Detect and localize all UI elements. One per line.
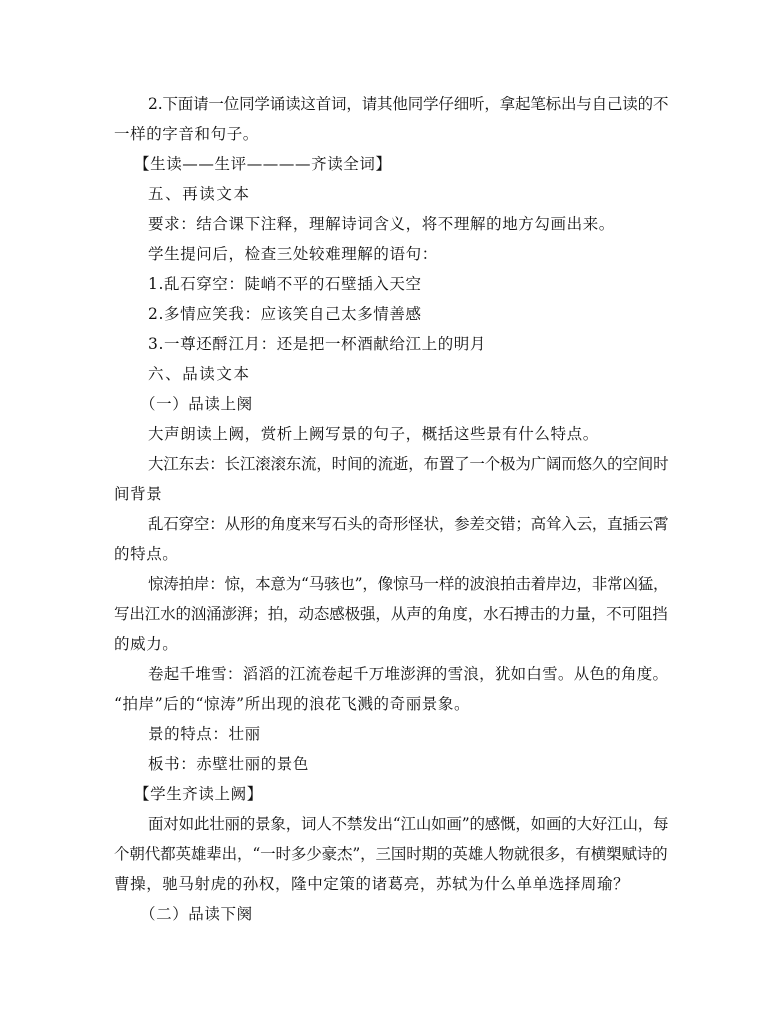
text-line: 板书：赤壁壮丽的景色 (148, 755, 310, 773)
text-line: 2.下面请一位同学诵读这首词，请其他同学仔细听，拿起笔标出与自己读的不 (148, 95, 669, 113)
text-line: 惊涛拍岸：惊，本意为“马骇也”，像惊马一样的波浪拍击着岸边，非常凶猛， (148, 575, 669, 593)
subsection-heading: （二）品读下阕 (140, 905, 253, 923)
text-line: 大江东去：长江滚滚东流，时间的流逝，布置了一个极为广阔而悠久的空间时 (148, 455, 669, 473)
section-heading: 六、品读文本 (148, 365, 251, 383)
text-line: 曹操，驰马射虎的孙权，隆中定策的诸葛亮，苏轼为什么单单选择周瑜？ (114, 875, 630, 893)
text-line: 卷起千堆雪：滔滔的江流卷起千万堆澎湃的雪浪，犹如白雪。从色的角度。 (148, 665, 669, 683)
text-line: 【生读——生评————齐读全词】 (134, 155, 392, 173)
text-line: 一样的字音和句子。 (114, 125, 259, 143)
list-item: 2.多情应笑我：应该笑自己太多情善感 (148, 305, 422, 323)
text-line: 面对如此壮丽的景象，词人不禁发出“江山如画”的感慨，如画的大好江山，每 (148, 815, 669, 833)
text-line: 的威力。 (114, 635, 179, 653)
text-line: “拍岸”后的“惊涛”所出现的浪花飞溅的奇丽景象。 (114, 695, 471, 713)
text-line: 个朝代都英雄辈出，“一时多少豪杰”，三国时期的英雄人物就很多，有横槊赋诗的 (114, 845, 668, 863)
subsection-heading: （一）品读上阕 (140, 395, 253, 413)
text-line: 要求：结合课下注释，理解诗词含义，将不理解的地方勾画出来。 (148, 215, 615, 233)
text-line: 景的特点：壮丽 (148, 725, 261, 743)
list-item: 3.一尊还酹江月：还是把一杯酒献给江上的明月 (148, 335, 486, 353)
text-line: 【学生齐读上阙】 (134, 785, 263, 803)
text-line: 大声朗读上阙，赏析上阙写景的句子，概括这些景有什么特点。 (148, 425, 599, 443)
text-line: 写出江水的汹涌澎湃；拍，动态感极强，从声的角度，水石搏击的力量，不可阻挡 (114, 605, 668, 623)
text-line: 的特点。 (114, 545, 179, 563)
text-line: 间背景 (114, 485, 163, 503)
section-heading: 五、再读文本 (148, 185, 251, 203)
text-line: 乱石穿空：从形的角度来写石头的奇形怪状，参差交错；高耸入云，直插云霄 (148, 515, 669, 533)
text-line: 学生提问后，检查三处较难理解的语句： (148, 245, 438, 263)
list-item: 1.乱石穿空：陡峭不平的石壁插入天空 (148, 275, 422, 293)
